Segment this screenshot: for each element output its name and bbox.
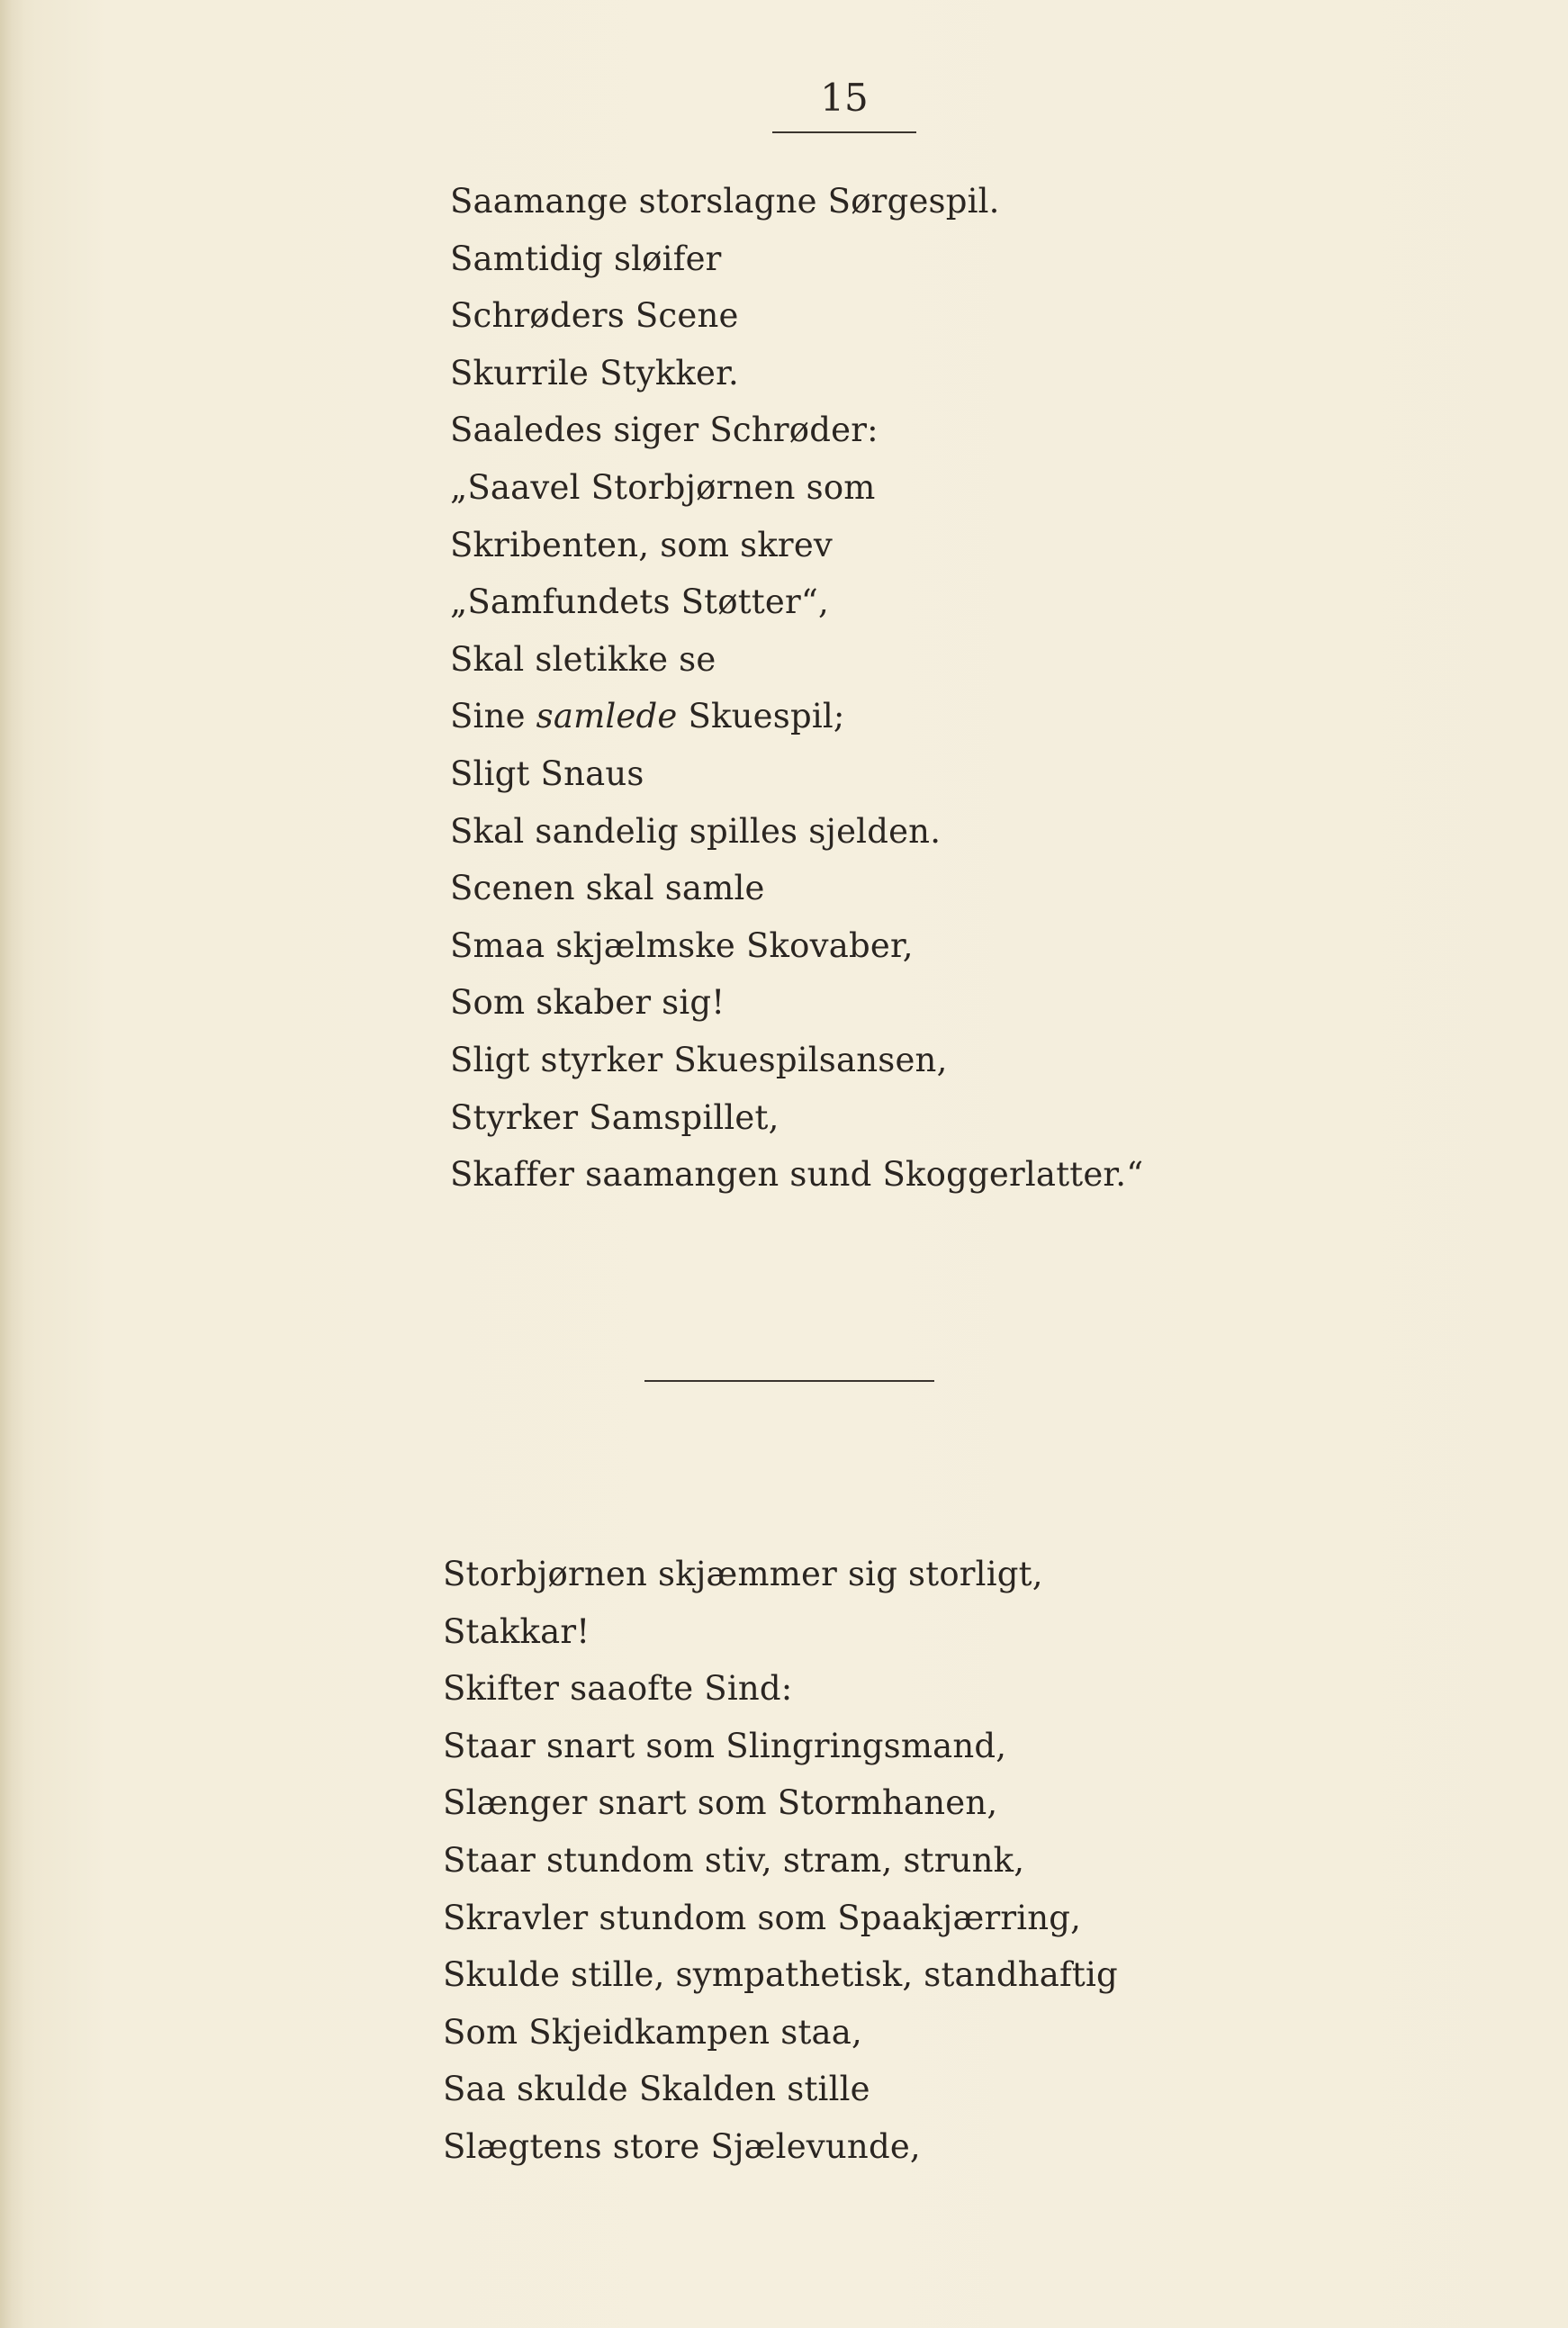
poem-line: Sligt Snaus <box>450 753 644 793</box>
poem-line: Skifter saaofte Sind: <box>443 1669 793 1709</box>
poem-line: Styrker Samspillet, <box>450 1097 779 1137</box>
poem-line: Staar stundom stiv, stram, strunk, <box>443 1840 1025 1880</box>
poem-line <box>450 688 1143 745</box>
poem-line: Sligt styrker Skuespilsansen, <box>450 1040 948 1079</box>
poem-line: „Samfundets Støtter“, <box>450 582 829 622</box>
poem-line: Slænger snart som Stormhanen, <box>443 1783 998 1823</box>
poem-line: Samtidig sløifer <box>450 239 722 278</box>
poem-line: Saamange storslagne Sørgespil. <box>450 182 1000 221</box>
poem-stanza-1 <box>450 173 1143 1204</box>
section-divider-rule <box>644 1380 934 1382</box>
page-gutter-shadow <box>0 0 23 2328</box>
poem-line: Staar snart som Slingringsmand, <box>443 1726 1007 1765</box>
poem-line: Skal sletikke se <box>450 639 716 679</box>
poem-line: Som skaber sig! <box>450 983 725 1023</box>
page-number: 15 <box>820 76 869 120</box>
poem-line: Skal sandelig spilles sjelden. <box>450 811 942 851</box>
poem-line: Smaa skjælmske Skovaber, <box>450 925 914 965</box>
poem-line: Skaffer saamangen sund Skoggerlatter.“ <box>450 1155 1144 1195</box>
poem-line-emphasis: samlede <box>536 697 678 736</box>
poem-line: Saaledes siger Schrøder: <box>450 411 879 450</box>
poem-line-text: Skuespil; <box>677 697 845 736</box>
poem-line: Saa skulde Skalden stille <box>443 2070 870 2109</box>
poem-line: Schrøders Scene <box>450 296 739 336</box>
poem-line-text: Sine <box>450 697 536 736</box>
poem-line: Skravler stundom som Spaakjærring, <box>443 1898 1082 1937</box>
poem-line: Skurrile Stykker. <box>450 353 739 393</box>
poem-line: Skribenten, som skrev <box>450 525 834 564</box>
poem-line: Scenen skal samle <box>450 869 765 908</box>
poem-line: Storbjørnen skjæmmer sig storligt, <box>443 1555 1043 1593</box>
poem-line: Slægtens store Sjælevunde, <box>443 2126 921 2166</box>
poem-line: Stakkar! <box>443 1611 590 1651</box>
page-number-rule <box>772 131 916 133</box>
poem-line: Skulde stille, sympathetisk, standhaftig <box>443 1955 1118 1995</box>
poem-line: „Saavel Storbjørnen som <box>450 467 876 507</box>
poem-stanza-2 <box>443 1546 1118 2176</box>
poem-line: Som Skjeidkampen staa, <box>443 2012 862 2052</box>
